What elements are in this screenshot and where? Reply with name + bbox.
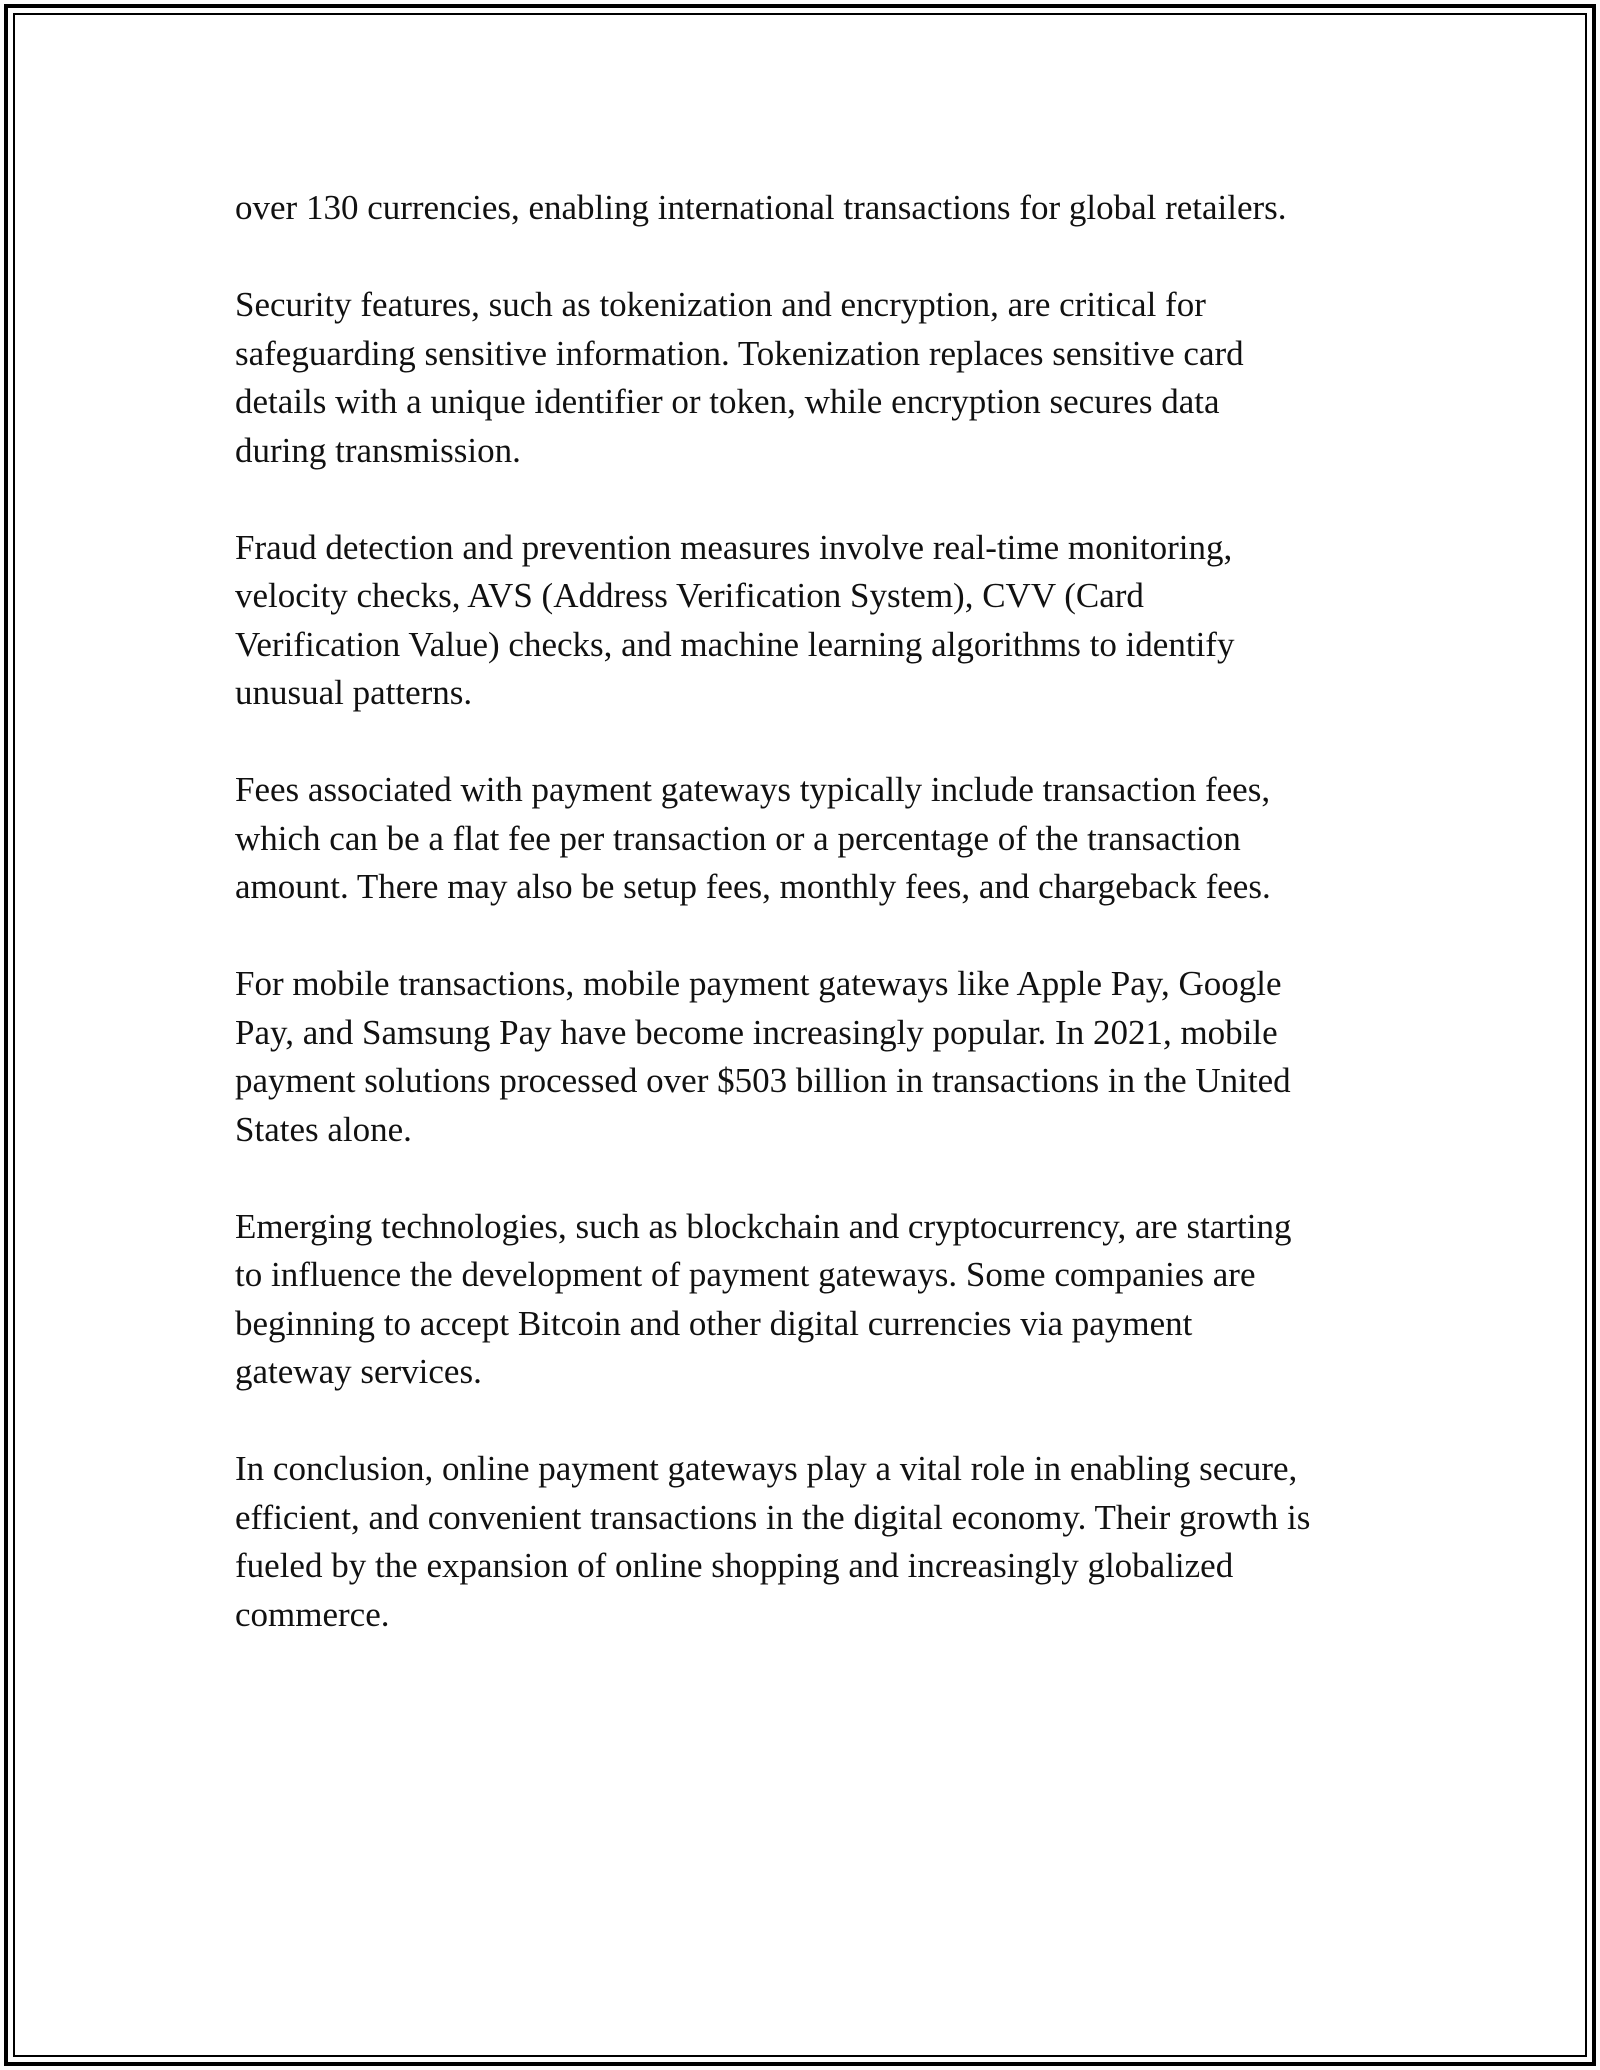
paragraph-fees: Fees associated with payment gateways typically include transaction fees, which can be a flat fee per transaction or a percentage of the transaction amount. There may also be setup fees, monthly fees, and chargeback fees. bbox=[235, 770, 1271, 906]
paragraph-emerging-technologies: Emerging technologies, such as blockchain and cryptocurrency, are starting to influence the development of payment gateways. Some companies are beginning to accept Bitcoin and other digital currencies via payment gateway services. bbox=[235, 1206, 1292, 1391]
paragraph-mobile-transactions: For mobile transactions, mobile payment gateways like Apple Pay, Google Pay, and Samsung Pay have become increasingly popular. In 2021, mobile payment solutions processed over $503 billion in transactions in the United States alone. bbox=[235, 964, 1291, 1149]
paragraph-security: Security features, such as tokenization and encryption, are critical for safeguarding sensitive information. Tokenization replaces sensitive card details with a unique identifier or token, while encryption secures data during transmission. bbox=[235, 285, 1244, 470]
document-body bbox=[235, 184, 1415, 1688]
paragraph-fraud-detection: Fraud detection and prevention measures involve real-time monitoring, velocity checks, AVS (Address Verification System), CVV (Card Verification Value) checks, and machine learning algorithms to identify unusual patterns. bbox=[235, 527, 1235, 712]
paragraph-currencies: over 130 currencies, enabling international transactions for global retailers. bbox=[235, 188, 1287, 227]
paragraph-conclusion: In conclusion, online payment gateways play a vital role in enabling secure, efficient, and convenient transactions in the digital economy. Their growth is fueled by the expansion of online shopping and increasingly globalized commerce. bbox=[235, 1449, 1311, 1634]
